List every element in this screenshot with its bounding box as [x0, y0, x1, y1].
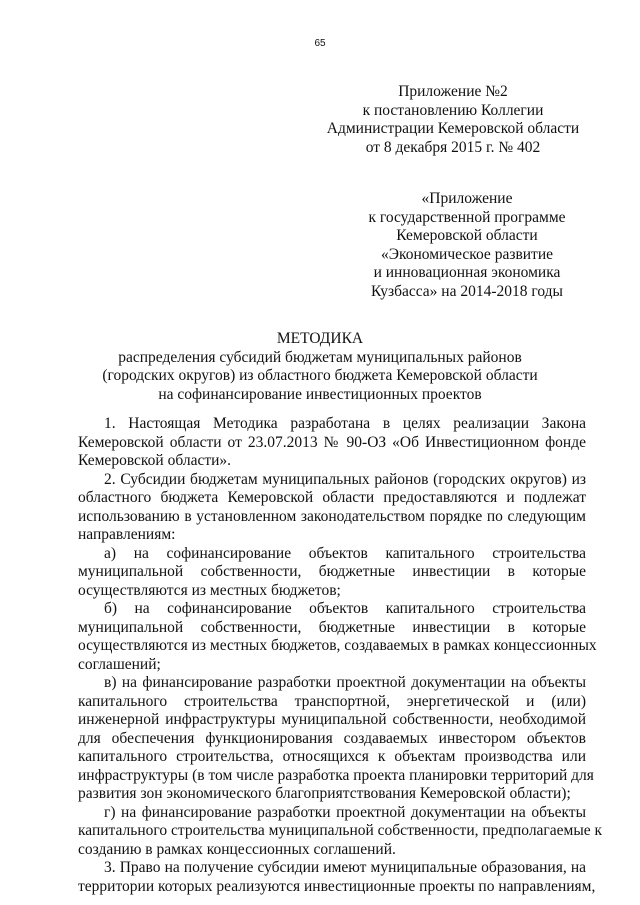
paragraph-line: муниципальной собственности, бюджетные инвестиции в которые: [78, 618, 586, 636]
program-reference-header: [352, 190, 582, 301]
paragraph-line: осуществляются из местных бюджетов;: [78, 581, 341, 599]
paragraph-line: б) на софинансирование объектов капитального строительства: [104, 600, 586, 617]
paragraph-line: соглашений;: [78, 655, 161, 673]
title-heading: МЕТОДИКА: [276, 330, 364, 347]
appendix-line: от 8 декабря 2015 г. № 402: [365, 138, 541, 156]
program-ref-line: Кузбасса» на 2014-2018 годы: [371, 282, 563, 300]
paragraph-line: в) на финансирование разработки проектной документации на объекты: [104, 674, 586, 691]
paragraph-line: для обеспечения функционирования создаваемых инвестором объектов: [78, 729, 586, 747]
program-ref-line: и инновационная экономика: [373, 264, 561, 281]
appendix-line: Приложение №2: [398, 83, 508, 100]
paragraph-line: использованию в установленном законодательством порядке по следующим: [78, 507, 586, 525]
paragraph-line: территории которых реализуются инвестиционные проекты по направлениям,: [78, 877, 596, 895]
paragraph-line: а) на софинансирование объектов капитального строительства: [104, 544, 586, 562]
paragraph-line: 1. Настоящая Методика разработана в целях реализации Закона: [104, 415, 586, 432]
program-ref-line: к государственной программе: [368, 208, 566, 226]
paragraph-line: осуществляются из местных бюджетов, создаваемых в рамках концессионных: [78, 637, 597, 654]
paragraph-line: 2. Субсидии бюджетам муниципальных районов (городских округов) из: [104, 470, 586, 488]
paragraph-line: областного бюджета Кемеровской области предоставляются и подлежат: [78, 489, 586, 506]
paragraph-line: развития зон экономического благоприятствования Кемеровской области);: [78, 785, 571, 802]
appendix-line: Администрации Кемеровской области: [326, 120, 580, 137]
paragraph-line: инженерной инфраструктуры муниципальной собственности, необходимой: [78, 711, 586, 728]
paragraph: [78, 600, 597, 674]
paragraph: [78, 859, 596, 896]
paragraph-line: капитального строительства, относящихся к объектам производства или: [78, 748, 586, 765]
page-number: 65: [314, 38, 326, 49]
paragraph-line: 3. Право на получение субсидии имеют муниципальные образования, на: [104, 859, 586, 876]
paragraph: [78, 545, 586, 601]
paragraph-line: муниципальной собственности, бюджетные инвестиции в которые: [78, 563, 586, 580]
document-body: [78, 415, 603, 896]
title-subline: (городских округов) из областного бюджета Кемеровской области: [102, 367, 538, 384]
appendix-line: к постановлению Коллегии: [362, 101, 544, 119]
paragraph: [78, 415, 586, 471]
paragraph-line: Кемеровской области от 23.07.2013 № 90-ОЗ «Об Инвестиционном фонде: [78, 433, 586, 451]
paragraph-line: г) на финансирование разработки проектной документации на объекты: [104, 803, 586, 821]
paragraph-line: капитального строительства муниципальной собственности, предполагаемые к: [78, 822, 603, 839]
paragraph-line: капитального строительства транспортной, энергетической и (или): [78, 692, 586, 710]
program-ref-line: «Экономическое развитие: [380, 245, 554, 263]
document-title: [0, 330, 640, 404]
title-subline: на софинансирование инвестиционных проектов: [158, 385, 482, 403]
paragraph-line: инфраструктуры (в том числе разработка проекта планировки территорий для: [78, 766, 594, 784]
paragraph-line: направлениям:: [78, 526, 176, 543]
paragraph-line: Кемеровской области».: [78, 452, 232, 469]
paragraph-line: созданию в рамках концессионных соглашений.: [78, 840, 396, 858]
paragraph: [78, 471, 586, 545]
program-ref-line: «Приложение: [421, 190, 513, 207]
title-subline: распределения субсидий бюджетам муниципальных районов: [118, 348, 522, 366]
appendix-header: [318, 83, 588, 157]
program-ref-line: Кемеровской области: [396, 227, 538, 244]
paragraph: [78, 674, 594, 804]
paragraph: [78, 803, 603, 860]
